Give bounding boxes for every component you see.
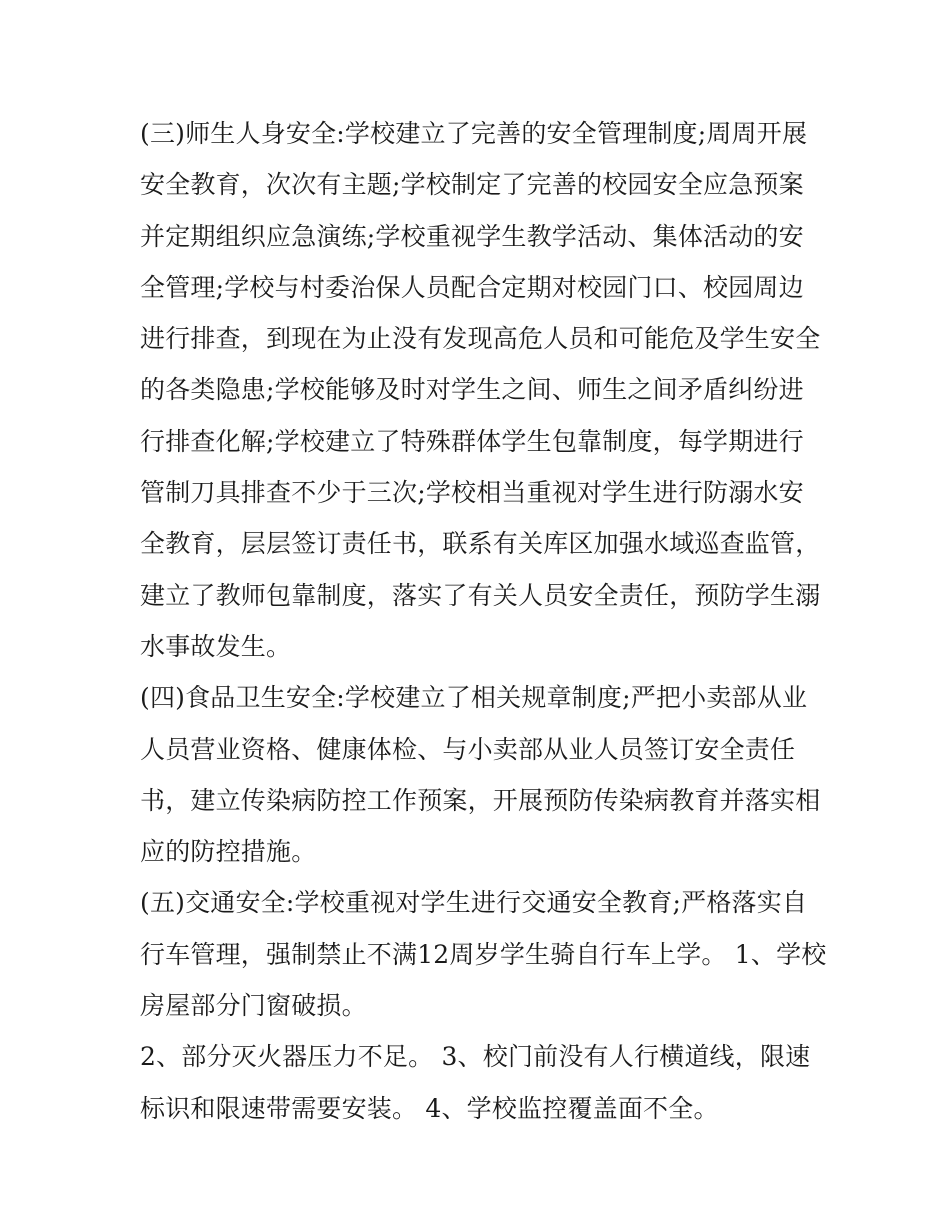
text-line: 并定期组织应急演练;学校重视学生教学活动、集体活动的安 xyxy=(140,221,804,251)
text-line: (四)食品卫生安全:学校建立了相关规章制度;严把小卖部从业 xyxy=(140,683,808,713)
text-line: 行排查化解;学校建立了特殊群体学生包靠制度，每学期进行 xyxy=(140,426,804,456)
document-body xyxy=(140,108,830,1134)
text-line: 的各类隐患;学校能够及时对学生之间、师生之间矛盾纠纷进 xyxy=(140,375,804,405)
text-line: 2、部分灭火器压力不足。 3、校门前没有人行横道线，限速 xyxy=(140,1042,811,1072)
text-line: (三)师生人身安全:学校建立了完善的安全管理制度;周周开展 xyxy=(140,119,808,148)
text-line: 建立了教师包靠制度，落实了有关人员安全责任，预防学生溺 xyxy=(140,580,821,610)
text-line: 书，建立传染病防控工作预案，开展预防传染病教育并落实相 xyxy=(140,785,821,815)
text-line: 安全教育，次次有主题;学校制定了完善的校园安全应急预案 xyxy=(140,170,804,200)
text-line: 水事故发生。 xyxy=(140,631,292,661)
text-line: 行车管理，强制禁止不满12周岁学生骑自行车上学。 1、学校 xyxy=(140,939,827,969)
text-line: 进行排查，到现在为止没有发现高危人员和可能危及学生安全 xyxy=(140,324,821,354)
text-line: 人员营业资格、健康体检、与小卖部从业人员签订安全责任 xyxy=(140,734,796,764)
text-line: 全教育，层层签订责任书，联系有关库区加强水域巡查监管， xyxy=(140,529,821,559)
text-line: 房屋部分门窗破损。 xyxy=(140,991,367,1021)
text-line: 全管理;学校与村委治保人员配合定期对校园门口、校园周边 xyxy=(140,272,804,302)
text-line: (五)交通安全:学校重视对学生进行交通安全教育;严格落实自 xyxy=(140,888,808,918)
text-line: 标识和限速带需要安装。 4、学校监控覆盖面不全。 xyxy=(140,1093,719,1123)
text-line: 应的防控措施。 xyxy=(140,837,317,867)
text-line: 管制刀具排查不少于三次;学校相当重视对学生进行防溺水安 xyxy=(140,478,804,508)
